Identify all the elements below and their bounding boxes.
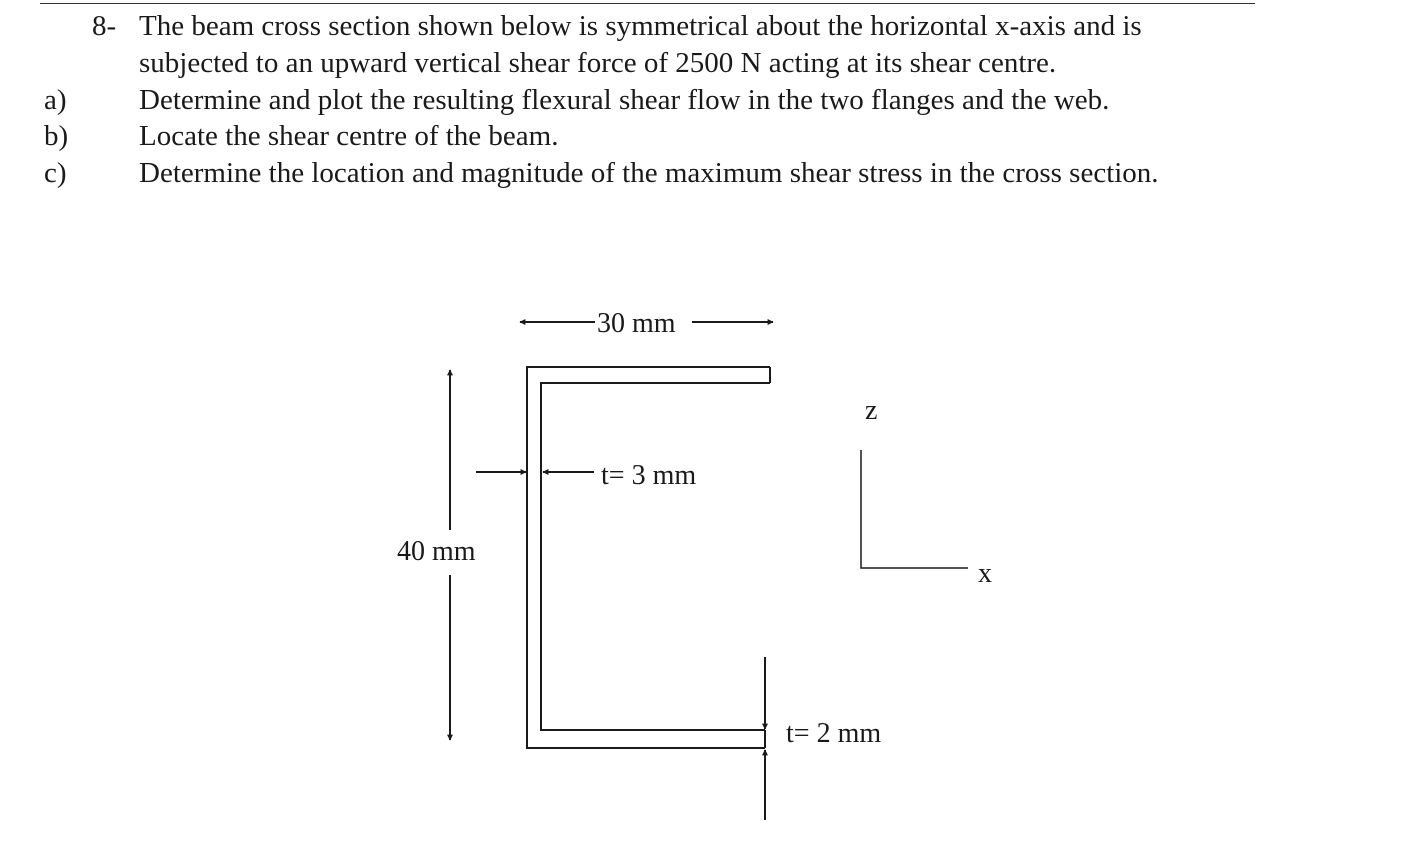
axis-z-label: z: [865, 395, 878, 426]
part-c-label: c): [44, 157, 67, 189]
part-a-text: Determine and plot the resulting flexural shear flow in the two flanges and the web.: [139, 84, 1110, 116]
part-a-label: a): [44, 84, 67, 116]
channel-outer-outline: [527, 367, 770, 748]
problem-number: 8-: [92, 10, 117, 42]
problem-intro-line2: subjected to an upward vertical shear force of 2500 N acting at its shear centre.: [139, 47, 1057, 79]
problem-intro-line1: The beam cross section shown below is symmetrical about the horizontal x-axis and is: [139, 10, 1142, 42]
part-b-label: b): [44, 120, 69, 152]
part-c-text: Determine the location and magnitude of the maximum shear stress in the cross section.: [139, 157, 1159, 189]
coordinate-axes: [861, 450, 968, 568]
height-label: 40 mm: [397, 536, 476, 567]
part-b-text: Locate the shear centre of the beam.: [139, 120, 559, 152]
channel-inner-outline: [541, 383, 770, 730]
flange-thickness-label: t= 2 mm: [786, 718, 882, 749]
web-thickness-label: t= 3 mm: [601, 460, 697, 491]
flange-width-label: 30 mm: [597, 308, 676, 339]
axis-x-label: x: [978, 558, 992, 589]
